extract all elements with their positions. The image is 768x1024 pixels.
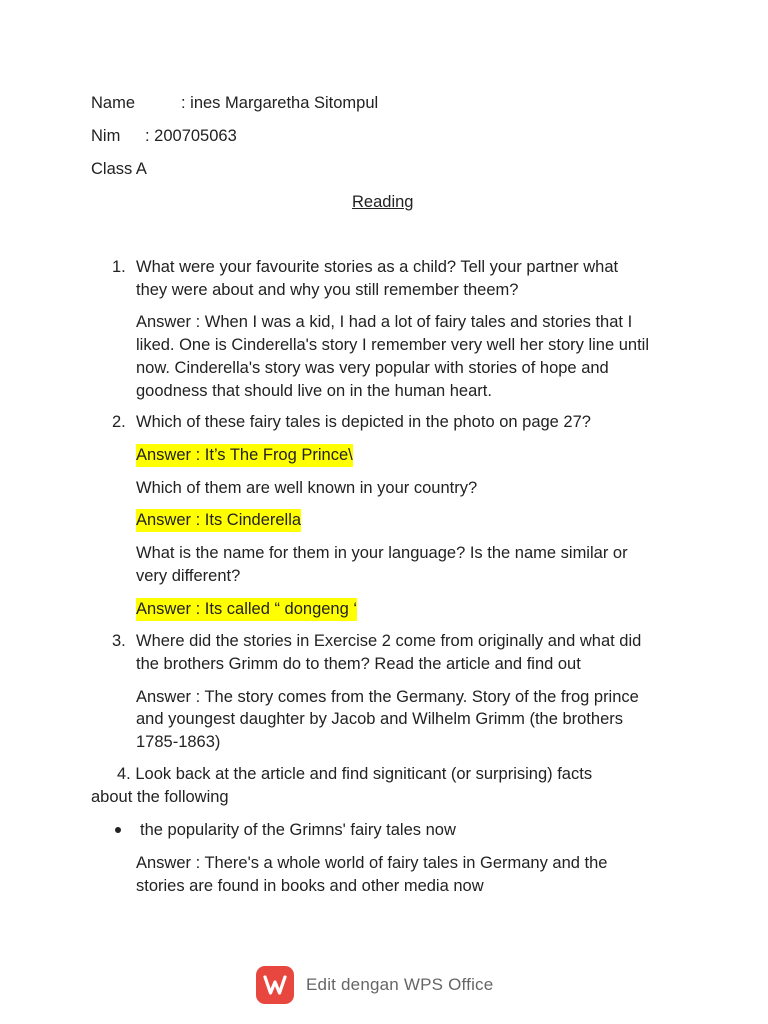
wps-footer-link[interactable] [256, 964, 493, 1006]
wps-office-logo-icon [256, 966, 294, 1004]
q2-number: 2. [112, 413, 126, 431]
q1-number: 1. [112, 258, 126, 276]
q2-answer-3-highlighted: Answer : Its called “ dongeng ‘ [136, 598, 357, 621]
q1-answer-line-3: now. Cinderella's story was very popular with stories of hope and [136, 359, 609, 377]
q2-question-3-line-1: What is the name for them in your language? Is the name similar or [136, 544, 628, 562]
q3-answer-line-1: Answer : The story comes from the Germany. Story of the frog prince [136, 688, 639, 706]
q4-answer-line-1: Answer : There's a whole world of fairy tales in Germany and the [136, 854, 608, 872]
document-title: Reading [352, 193, 414, 211]
q3-question-line-2: the brothers Grimm do to them? Read the article and find out [136, 655, 581, 673]
nim-label: Nim [91, 127, 121, 145]
q2-answer-1-highlighted: Answer : It’s The Frog Prince\ [136, 444, 353, 467]
q3-number: 3. [112, 632, 126, 650]
name-label: Name [91, 94, 136, 112]
q1-answer-line-1: Answer : When I was a kid, I had a lot of fairy tales and stories that I [136, 313, 633, 331]
bullet-dot [115, 827, 121, 833]
q3-answer-line-2: and youngest daughter by Jacob and Wilhelm Grimm (the brothers [136, 710, 623, 728]
q4-intro-line-1: 4. Look back at the article and find signiticant (or surprising) facts [117, 765, 593, 783]
q1-answer-line-2: liked. One is Cinderella's story I remember very well her story line until [136, 336, 649, 354]
class-line: Class A [91, 160, 147, 178]
q1-answer-line-4: goodness that should live on in the human heart. [136, 382, 492, 400]
q3-answer-line-3: 1785-1863) [136, 733, 221, 751]
nim-value: : 200705063 [145, 127, 237, 145]
q4-intro-line-2: about the following [91, 788, 229, 806]
q2-question-2: Which of them are well known in your country? [136, 479, 478, 497]
q4-answer-line-2: stories are found in books and other media now [136, 877, 484, 895]
q1-question-line-1: What were your favourite stories as a child? Tell your partner what [136, 258, 619, 276]
q4-bullet-item: the popularity of the Grimns' fairy tales now [140, 821, 456, 839]
q2-question-3-line-2: very different? [136, 567, 241, 585]
q2-question: Which of these fairy tales is depicted in the photo on page 27? [136, 413, 591, 431]
q1-question-line-2: they were about and why you still remember theem? [136, 281, 519, 299]
q2-answer-2-highlighted: Answer : Its Cinderella [136, 509, 301, 532]
q3-question-line-1: Where did the stories in Exercise 2 come from originally and what did [136, 632, 642, 650]
name-value: : ines Margaretha Sitompul [181, 94, 379, 112]
footer-text: Edit dengan WPS Office [306, 975, 494, 994]
